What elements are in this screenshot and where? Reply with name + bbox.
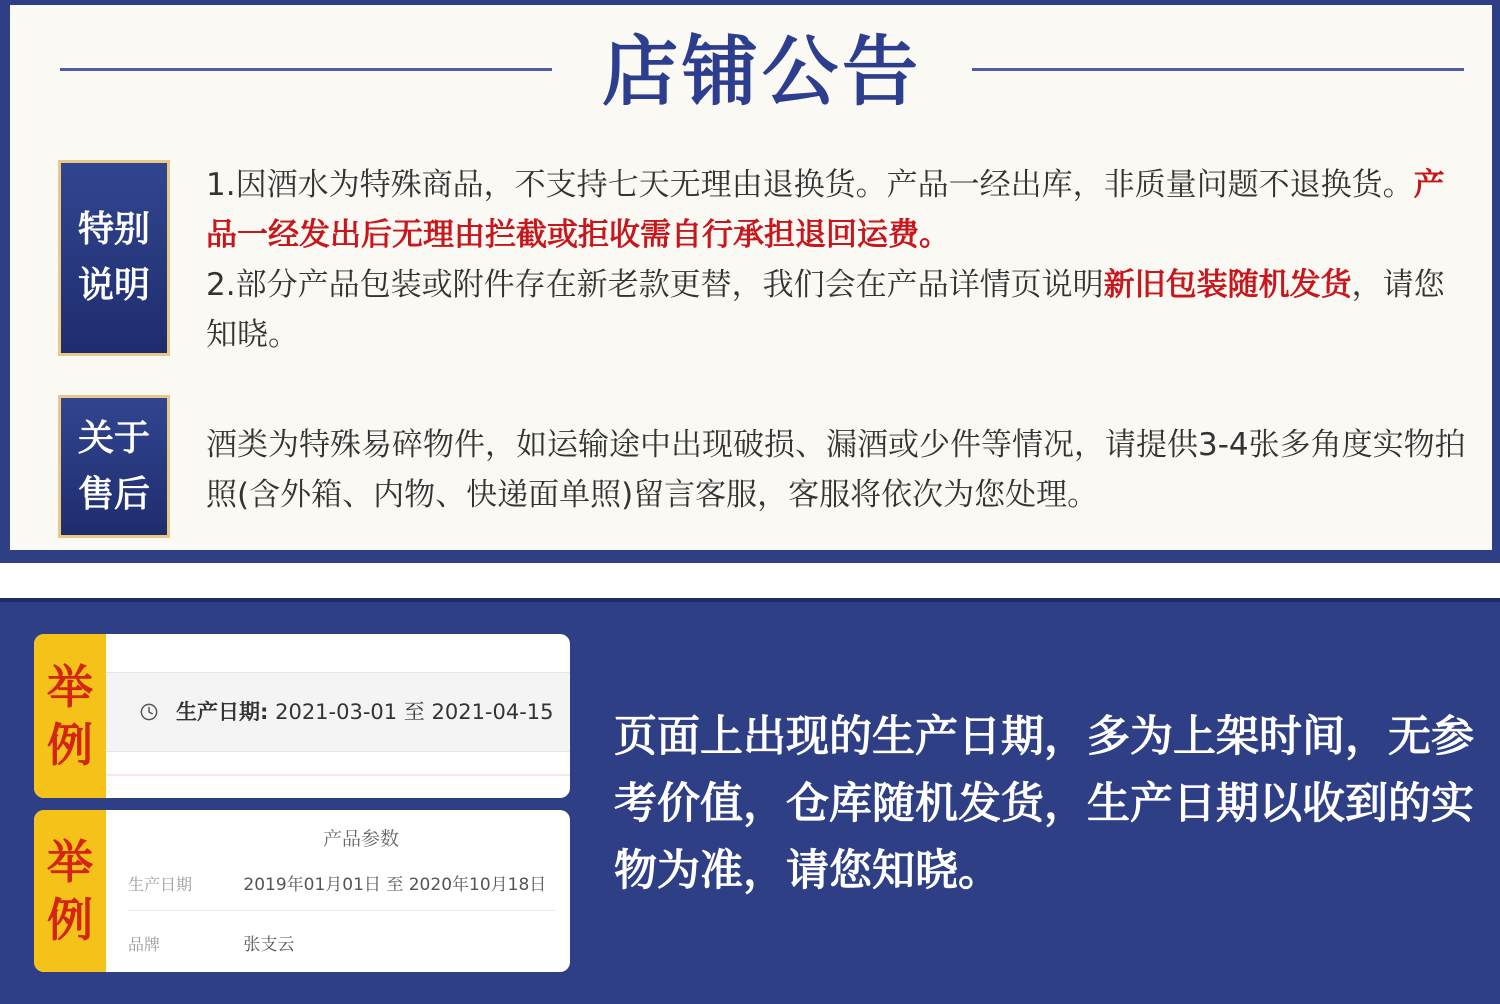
param-value: 张支云 [243,935,295,955]
example-tag-char1: 举 [47,660,93,714]
after-sales-text: 酒类为特殊易碎物件，如运输途中出现破损、漏酒或少件等情况，请提供3-4张多角度实物拍照(含外箱、内物、快递面单照)留言客服，客服将依次为您处理。 [206,427,1466,513]
example-tag [34,810,106,972]
production-date-label: 生产日期: [176,700,269,724]
title-divider-right [972,68,1464,71]
param-key: 生产日期 [128,875,193,894]
production-date-value: 2021-03-01 至 2021-04-15 [275,700,554,724]
production-date-example-panel [0,598,1500,1004]
production-date-explanation: 页面上出现的生产日期，多为上架时间，无参考价值，仓库随机发货，生产日期以收到的实物为准，请您知晓。 [614,712,1474,896]
param-row-brand [128,930,556,955]
product-params-title: 产品参数 [322,828,399,850]
special-note-tag [58,160,170,356]
card-divider [106,774,570,776]
special-note-tag-line1: 特别 [77,209,150,250]
example-card-date-range [34,634,570,798]
example-tag-char2: 例 [47,718,93,772]
packaging-note-highlight: 新旧包装随机发货 [1103,267,1352,303]
special-note-tag-line2: 说明 [77,265,150,306]
return-policy-warning: 产品一经发出后无理由拦截或拒收需自行承担退回运费。 [206,167,1445,253]
param-divider [128,910,556,911]
return-policy-text: 1.因酒水为特殊商品，不支持七天无理由退换货。产品一经出库，非质量问题不退换货。 [206,167,1414,203]
after-sales-tag-line1: 关于 [77,417,150,459]
special-note-text [206,160,1466,360]
param-key: 品牌 [128,935,161,954]
production-date-text [176,698,554,726]
notice-title: 店铺公告 [602,27,922,116]
example-tag-char1: 举 [47,835,93,889]
param-value: 2019年01月01日 至 2020年10月18日 [243,875,547,895]
after-sales-tag-line2: 售后 [77,473,150,515]
clock-icon [140,703,158,721]
production-date-strip [106,672,570,752]
example-tag [34,634,106,798]
title-divider-left [60,68,552,71]
example-card-product-params [34,810,570,972]
packaging-note-text: 2.部分产品包装或附件存在新老款更替，我们会在产品详情页说明 [206,267,1104,303]
packaging-note-end: ，请您知晓。 [206,267,1445,353]
param-row-production-date [128,870,556,895]
store-notice-body [6,5,1492,550]
after-sales-tag [58,395,170,538]
example-tag-char2: 例 [47,893,93,947]
